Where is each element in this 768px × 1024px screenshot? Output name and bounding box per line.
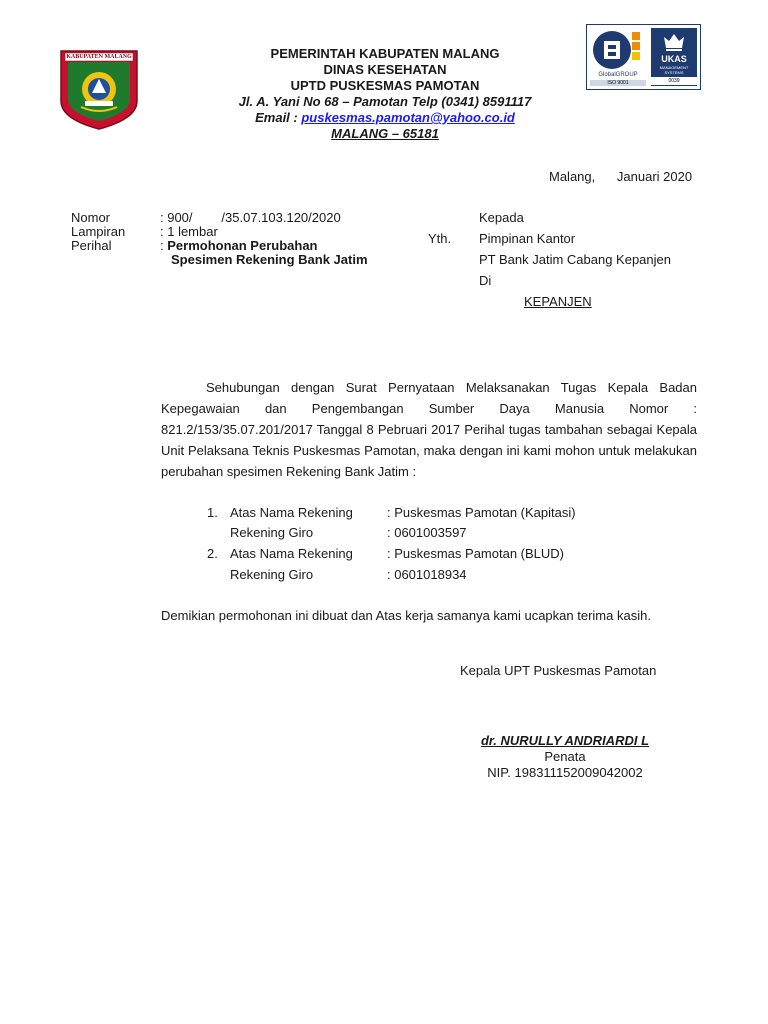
email-label: Email : — [255, 110, 302, 125]
item-value: : 0601003597 — [387, 525, 467, 540]
perihal-colon: : — [160, 238, 168, 253]
recipient-line-1: Pimpinan Kantor — [479, 231, 576, 246]
item-label: Rekening Giro — [230, 567, 314, 582]
recipient-line-2: PT Bank Jatim Cabang Kepanjen — [479, 252, 671, 267]
nomor-label: Nomor — [71, 210, 111, 225]
ukas-logo — [651, 28, 697, 86]
signature-name: dr. NURULLY ANDRIARDI L — [480, 733, 650, 748]
header-address: Jl. A. Yani No 68 – Pamotan Telp (0341) 8591117 — [238, 94, 532, 109]
body-paragraph — [161, 377, 697, 482]
signature-rank: Penata — [544, 749, 586, 764]
email-link[interactable]: puskesmas.pamotan@yahoo.co.id — [301, 110, 515, 125]
ukas-sub-text: MANAGEMENT SYSTEMS — [659, 65, 689, 75]
lampiran-label: Lampiran — [71, 224, 126, 239]
header-line-2: DINAS KESEHATAN — [323, 62, 447, 77]
item-number: 2. — [207, 546, 218, 561]
ukas-number: 0039 — [651, 77, 697, 85]
lampiran-value: : 1 lembar — [160, 224, 218, 239]
item-label: Atas Nama Rekening — [230, 505, 353, 520]
signature-title: Kepala UPT Puskesmas Pamotan — [460, 663, 657, 678]
kabupaten-malang-emblem — [59, 49, 139, 131]
certification-logos — [586, 24, 701, 90]
item-label: Rekening Giro — [230, 525, 314, 540]
header-line-1: PEMERINTAH KABUPATEN MALANG — [270, 46, 500, 61]
iso-text: ISO 9001 — [590, 80, 646, 86]
globalgroup-logo — [590, 28, 646, 86]
perihal-line-1: Permohonan Perubahan — [167, 238, 318, 253]
header-city — [160, 125, 610, 142]
globalgroup-text: GlobalGROUP — [598, 72, 638, 78]
recipient-line-3: Di — [479, 273, 492, 288]
header-line-3: UPTD PUSKESMAS PAMOTAN — [290, 78, 480, 93]
perihal-line-2: Spesimen Rekening Bank Jatim — [171, 252, 368, 267]
recipient-kepada: Kepada — [479, 210, 524, 225]
letter-date: Malang, Januari 2020 — [549, 169, 693, 184]
nomor-value: : 900/ /35.07.103.120/2020 — [160, 210, 341, 225]
item-value: : Puskesmas Pamotan (Kapitasi) — [387, 505, 576, 520]
header-email — [160, 109, 610, 126]
body-paragraph-text: Sehubungan dengan Surat Pernyataan Melaksanakan Tugas Kepala Badan Kepegawaian dan Pengembangan Sumber Daya Manusia Nomor : 821.2/153/35.07.201/2017 Tanggal 8 Pebruari 2017 Perihal tugas tambahan sebagai Kepala Unit Pelaksana Teknis Puskesmas Pamotan, maka dengan ini kami mohon untuk melakukan perubahan spesimen Rekening Bank Jatim : — [161, 380, 697, 479]
item-value: : 0601018934 — [387, 567, 467, 582]
city-postcode: MALANG – 65181 — [331, 126, 439, 141]
ukas-text: UKAS — [661, 54, 687, 64]
item-number: 1. — [207, 505, 218, 520]
recipient-yth: Yth. — [428, 231, 452, 246]
signature-nip: NIP. 198311152009042002 — [487, 765, 643, 780]
closing-sentence: Demikian permohonan ini dibuat dan Atas kerja samanya kami ucapkan terima kasih. — [161, 608, 651, 623]
emblem-label: KABUPATEN MALANG — [66, 54, 132, 60]
item-label: Atas Nama Rekening — [230, 546, 353, 561]
recipient-city: KEPANJEN — [524, 294, 592, 309]
perihal-label: Perihal — [71, 238, 112, 253]
item-value: : Puskesmas Pamotan (BLUD) — [387, 546, 565, 561]
